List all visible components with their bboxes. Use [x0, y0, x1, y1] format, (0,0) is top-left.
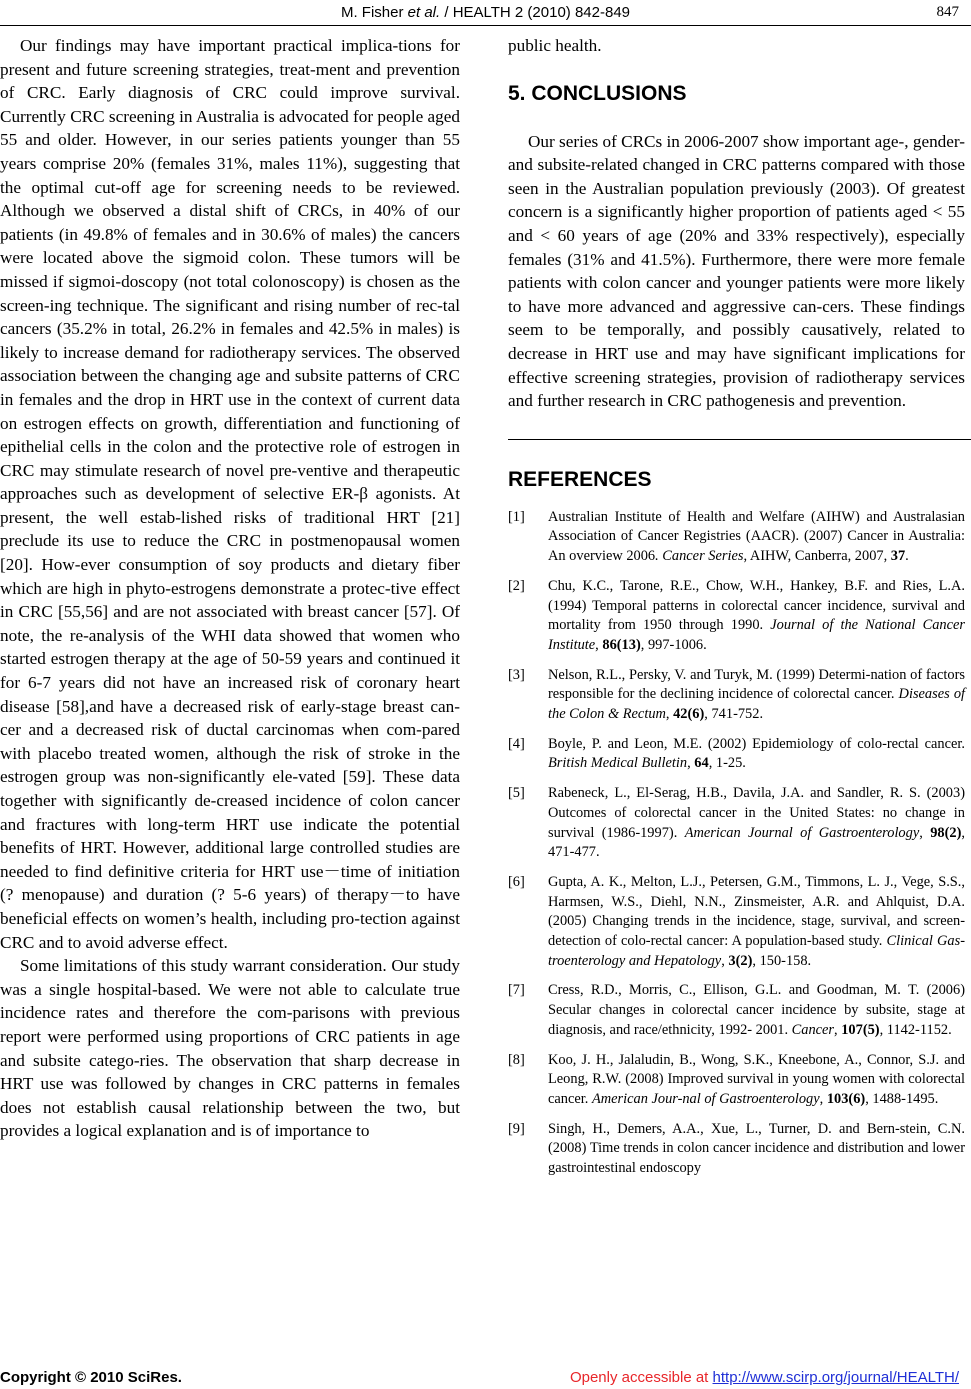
running-head: [0, 4, 971, 21]
reference-journal: British Medical Bulletin: [548, 755, 688, 772]
running-head-authors: M. Fisher: [340, 4, 408, 21]
reference-journal: Journal of the National Cancer Institute: [548, 617, 965, 653]
reference-sep: ,: [819, 1091, 827, 1107]
reference-pages: .: [905, 548, 909, 565]
page-header: [0, 0, 971, 26]
reference-number: [5]: [508, 785, 525, 802]
reference-item: [508, 577, 965, 656]
reference-body: Nelson, R.L., Persky, V. and Turyk, M. (1999) Determi-nation of factors responsible for the declining incidence of colorectal cancer.: [548, 666, 965, 703]
reference-item: [508, 1120, 965, 1179]
reference-item: [508, 784, 965, 863]
reference-pages: , 741-752.: [704, 706, 764, 723]
page-footer: [0, 1365, 971, 1389]
reference-journal: American Jour-nal of Gastroenterology: [591, 1091, 820, 1107]
reference-item: [508, 873, 965, 972]
reference-journal: Clinical Gas-troenterology and Hepatology: [548, 933, 966, 969]
reference-text: [548, 873, 965, 972]
reference-text: [548, 508, 965, 567]
reference-item: [508, 981, 965, 1040]
reference-pages: , 997-1006.: [640, 636, 707, 653]
access-text: Openly accessible at: [569, 1369, 713, 1386]
reference-pages: , 150-158.: [752, 952, 812, 969]
reference-journal: . Cancer Series: [655, 548, 744, 565]
reference-number: [1]: [508, 508, 525, 525]
reference-body: Koo, J. H., Jalaludin, B., Wong, S.K., Kneebone, A., Connor, S.J. and Leong, R.W. (2008) Improved survival in young women with colorectal cancer.: [548, 1051, 965, 1107]
reference-text: [548, 1051, 965, 1110]
right-column: [508, 34, 965, 1189]
reference-item: [508, 666, 965, 725]
discussion-paragraph-2: Some limitations of this study warrant consideration. Our study was a single hospital-based. We were not able to calculate true incidence rates and therefore the com-parisons with previous report were performed using proportions of CRC patients in age and subsite catego-ries. The observation that sharp decrease in HRT use was followed by changes in CRC patterns in females does not establish causal relationship between the two, but provides a logical explanation and is of importance to: [0, 956, 460, 1141]
reference-body: Boyle, P. and Leon, M.E. (2002) Epidemiology of colo-rectal cancer.: [548, 735, 965, 752]
reference-volume: 86(13): [602, 636, 641, 653]
reference-number: [6]: [508, 873, 525, 890]
reference-sep: ,: [834, 1021, 842, 1038]
reference-number: [8]: [508, 1051, 525, 1068]
reference-sep: ,: [919, 824, 931, 841]
reference-item: [508, 1051, 965, 1110]
reference-number: [4]: [508, 735, 525, 752]
reference-pages: , 471-477.: [548, 824, 965, 861]
reference-volume: 37: [890, 548, 906, 565]
reference-volume: 107(5): [841, 1021, 880, 1038]
copyright-notice: Copyright © 2010 SciRes.: [0, 1369, 182, 1386]
reference-volume: 64: [694, 755, 709, 772]
references-heading: REFERENCES: [508, 467, 652, 491]
reference-body: Singh, H., Demers, A.A., Xue, L., Turner, D. and Bern-stein, C.N. (2008) Time trends in colon cancer incidence and distribution and lower gastrointestinal endoscopy: [548, 1120, 965, 1177]
reference-item: [508, 735, 965, 774]
reference-text: [548, 735, 965, 774]
running-head-journal: / HEALTH 2 (2010) 842-849: [440, 4, 631, 21]
reference-journal: American Journal of Gastroenterology: [684, 824, 920, 841]
header-rule: [0, 25, 971, 26]
reference-sep: ,: [721, 952, 729, 969]
reference-volume: 42(6): [673, 706, 705, 723]
reference-volume: 98(2): [930, 824, 962, 841]
left-column: [0, 34, 460, 1143]
reference-journal: Cancer: [791, 1021, 835, 1038]
reference-body: Chu, K.C., Tarone, R.E., Chow, W.H., Hankey, B.F. and Ries, L.A. (1994) Temporal patterns in colorectal cancer incidence, survival and mortality from 1950 through 1990.: [548, 577, 965, 634]
continuation-text: public health.: [508, 36, 602, 55]
reference-text: [548, 666, 965, 725]
reference-sep: , AIHW, Canberra, 2007,: [743, 548, 891, 565]
journal-link[interactable]: http://www.scirp.org/journal/HEALTH/: [712, 1369, 959, 1386]
reference-body: Australian Institute of Health and Welfare (AIHW) and Australasian Association of Cancer Registries (AACR). (2007) Cancer in Australia: An overview 2006: [548, 508, 965, 565]
reference-number: [9]: [508, 1120, 525, 1137]
reference-body: Rabeneck, L., El-Serag, H.B., Davila, J.A. and Sandler, R. S. (2003) Outcomes of colorectal cancer in the United States: no change in survival (1986-1997).: [548, 785, 965, 841]
reference-item: [508, 508, 965, 567]
reference-body: Gupta, A. K., Melton, L.J., Petersen, G.M., Timmons, L. J., Vege, S.S., Harmsen, W.S., Diehl, N.N., Zinsmeister, A.R. and Ahlquist, D.A. (2005) Changing trends in the incidence, stage, survival, and screen-detection of colo-rectal cancer: A population-based study.: [548, 873, 965, 950]
reference-text: [548, 1120, 965, 1179]
reference-volume: 103(6): [826, 1091, 866, 1107]
reference-text: [548, 784, 965, 863]
reference-volume: 3(2): [728, 952, 753, 969]
reference-pages: , 1142-1152.: [879, 1021, 952, 1038]
reference-list: [508, 508, 965, 1179]
reference-pages: , 1-25.: [708, 755, 746, 772]
reference-sep: ,: [665, 706, 674, 723]
reference-text: [548, 981, 965, 1040]
reference-sep: ,: [595, 636, 603, 653]
reference-number: [3]: [508, 666, 525, 683]
running-head-etal: et al.: [407, 4, 441, 21]
discussion-paragraph-1: Our findings may have important practical implica-tions for present and future screening strategies, treat-ment and prevention of CRC. Early diagnosis of CRC could improve survival. Currently CRC screening in Australia is advocated for people aged 55 and older. However, in our series patients younger than 55 years comprise 20% (females 31%, males 11%), suggesting that the optimal cut-off age for screening needs to be reviewed. Although we observed a distal shift of CRCs, in 40% of our patients (in 49.8% of females and in 30.6% of males) the cancers were located above the sigmoid colon. These tumors will be missed if sigmoi-doscopy (not total colonoscopy) is chosen as the screen-ing technique. The significant and rising number of rec-tal cancers (35.2% in total, 26.2% in females and 42.5% in males) is likely to increase demand for radiotherapy services. The observed association between the changing age and subsite patterns of CRC in females and the drop in HRT use in the context of current data on estrogen effects on growth, differentiation and functioning of epithelial cells in the colon and the protective role of estrogen in CRC may stimulate research of novel pre-ventive and therapeutic approaches such as development of selective ER-β agonists. At present, the well estab-lished risks of traditional HRT [21] preclude its use to reduce the CRC in postmenopausal women [20]. How-ever consumption of soy products and dietary fiber which are high in phyto-estrogens demonstrate a protec-tive effect in CRC [55,56] and are not associated with breast cancer [57]. Of note, the re-analysis of the WHI data showed that women who started estrogen therapy at the age of 50-59 years and continued it for 6-7 years did not have an increased risk of coronary heart disease [58],and have a decreased risk of early-stage breast can-cer and a decreased risk of ductal carcinomas when com-pared with placebo treated women, although the risk of stroke in the estrogen group was non-significantly ele-vated [59]. These data together with significantly de-creased incidence of colon cancer and fractures with long-term HRT use indicate the potential benefits of HRT. However, additional large controlled studies are needed to find definitive criteria for HRT use－time of initiation (? menopause) and duration (? 5-6 years) of therapy－to have beneficial effects on women’s health, including pro-tection against CRC and to avoid adverse effect.: [0, 36, 460, 952]
reference-pages: , 1488-1495.: [865, 1091, 939, 1107]
reference-journal: Diseases of the Colon & Rectum: [548, 686, 966, 723]
references-separator: [508, 439, 971, 440]
conclusions-paragraph: Our series of CRCs in 2006-2007 show important age-, gender- and subsite-related changed in CRC patterns compared with those seen in the Australian population previously (2003). Of greatest concern is a significantly higher proportion of patients aged < 55 and < 60 years of age (20% and 33% respectively), especially females (31% and 41.5%). Furthermore, there were more female patients with colon cancer and younger patients were more likely to have more advanced and aggressive can-cers. These findings seem to be temporally, and possibly causatively, related to decrease in HRT use and may have significant implications for effective screening strategies, provision of radiotherapy services and further research in CRC pathogenesis and prevention.: [508, 131, 965, 411]
reference-sep: ,: [687, 755, 695, 772]
access-notice: [570, 1369, 959, 1386]
page-number: 847: [936, 4, 959, 20]
reference-number: [2]: [508, 577, 525, 594]
reference-number: [7]: [508, 982, 525, 999]
reference-body: Cress, R.D., Morris, C., Ellison, G.L. and Goodman, M. T. (2006) Secular changes in colorectal cancer incidence by subsite, stage at diagnosis, and race/ethnicity, 1992- 2001.: [548, 982, 965, 1038]
reference-text: [548, 577, 965, 656]
conclusions-heading: 5. CONCLUSIONS: [508, 81, 687, 105]
